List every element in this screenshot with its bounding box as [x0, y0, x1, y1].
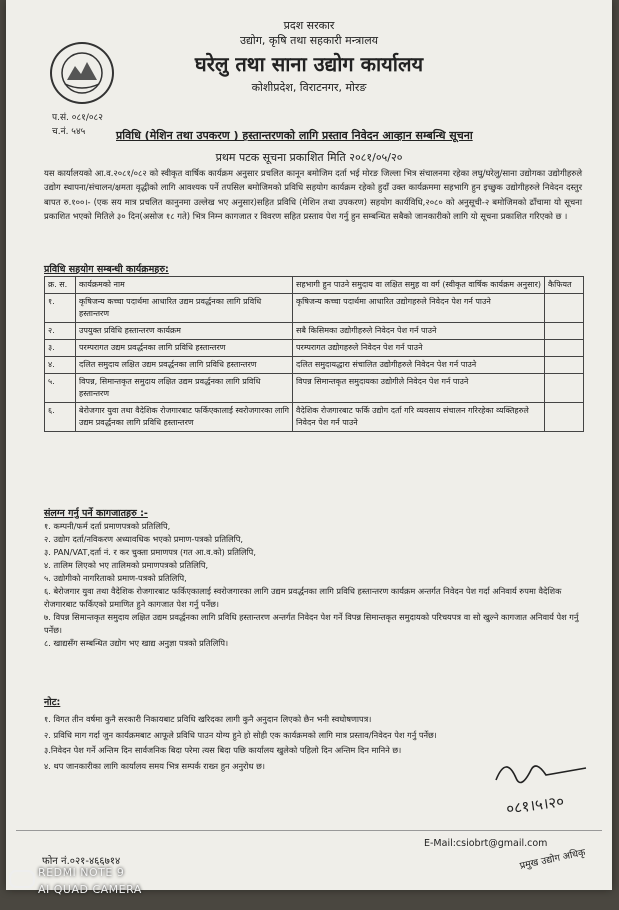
list-item: ५. उद्योगीको नागरिताको प्रमाण-पत्रको प्रतिलिपि,	[44, 573, 187, 583]
table-row	[45, 340, 584, 357]
list-item: ८. खाद्यसँग सम्बन्धित उद्योग भए खाद्य अनुज्ञा पत्रको प्रतिलिपि।	[44, 638, 229, 648]
table-row	[45, 323, 584, 340]
cell: ६.	[45, 403, 76, 432]
publish-date: प्रथम पटक सूचना प्रकाशित मिति २०८१/०५/२०	[215, 151, 403, 164]
footer-email: E-Mail:csiobrt@gmail.com	[424, 838, 548, 849]
notes-title: नोट:	[44, 697, 61, 708]
list-item: ३. PAN/VAT,दर्ता नं. र कर चुक्ता प्रमाणपत्र (गत आ.व.को) प्रतिलिपि,	[44, 547, 256, 557]
ref-cn: च.नं. ५४५	[52, 127, 86, 137]
intro-paragraph: यस कार्यालयको आ.व.२०८१/०८२ को स्वीकृत वार्षिक कार्यक्रम अनुसार प्रचलित कानून बमोजिम दर्ता भई मोरङ जिल्ला भित्र संचालनमा रहेका लघु/घरेलु/साना उद्योगका उद्योगीहरुले उद्योग स्थापना/संचालन/क्षमता वृद्धीको लागि आवश्यक पर्ने तपसिल बमोजिमको प्रविधि सहयोग कार्यक्रम रहेको हुदाँ उक्त कार्यक्रममा सहभागि हुन इच्छुक उद्योगीहरुले निवेदन दस्तुर बापत रु.१००।- (एक सय मात्र प्रचलित कानुनमा उल्लेख भए अनुसार)सहित प्रविधि (मेशिन तथा उपकरण) सहयोग कार्यविधि,२०८० को अनुसूची-२ बमोजिमको ढाँचामा यो सूचना प्रकाशित भएको मितिले ३० दिन(असोज १८ गते) भित्र निम्न कागजात र विवरण सहित प्रस्ताव पेश गर्नु हुन सम्बन्धित सबैको जानकारीको लागि यो सूचना प्रकाशित गरिएको छ ।	[44, 168, 582, 222]
footer-phone: फोन नं.०२१-४६६७१४	[42, 856, 121, 867]
cell	[545, 357, 584, 374]
cell: उपयुक्त प्रविधि हस्तान्तरण कार्यक्रम	[76, 323, 293, 340]
cell	[545, 323, 584, 340]
note-item: १. विगत तीन वर्षमा कुनै सरकारी निकायबाट प्रविधि खरिदका लागी कुनै अनुदान लिएको छैन भनी स्वघोषणापत्र।	[44, 714, 372, 724]
list-item: १. कम्पनी/फर्म दर्ता प्रमाणपत्रको प्रतिलिपि,	[44, 521, 171, 531]
cell: कृषिजन्य कच्चा पदार्थमा आधारित उद्यम प्रवर्द्धनका लागि प्रविधि हस्तान्तरण	[76, 294, 293, 323]
cell: वैदेशिक रोजगारबाट फर्कि उद्योग दर्ता गरि व्यवसाय संचालन गरिरहेका व्यक्तिहरुले निवेदन पेश गर्न पाउने	[293, 403, 545, 432]
cell: ५.	[45, 374, 76, 403]
docs-list	[44, 520, 584, 650]
cell	[545, 403, 584, 432]
table-row	[45, 294, 584, 323]
ministry-title: उद्योग, कृषि तथा सहकारी मन्त्रालय	[239, 34, 379, 47]
note-item: ४. थप जानकारीका लागि कार्यालय समय भित्र सम्पर्क राख्न हुन अनुरोध छ।	[44, 760, 265, 771]
cell: विपन्न, सिमान्तकृत समुदाय लक्षित उद्यम प्रवर्द्धनका लागि प्रविधि हस्तान्तरण	[76, 374, 293, 403]
note-item: २. प्रविधि माग गर्दा जुन कार्यक्रमबाट आफूले प्रविधि पाउन योग्य हुने हो सोही एक कार्यक्रमको लागि मात्र प्रस्ताव/निवेदन पेश गर्नु पर्नेछ।	[44, 729, 437, 740]
cell	[545, 294, 584, 323]
list-item: ६. बेरोजगार युवा तथा वैदेशिक रोजगारबाट फर्किएकालाई स्वरोजगारका लागि उद्यम प्रवर्द्धनका लागि प्रविधि हस्तान्तरण कार्यक्रम अन्तर्गत निवेदन पेश गर्दा अनिवार्य रुपमा वैदेशिक रोजगारबाट फर्किएको प्रमाणित हुने कागजात पेश गर्नु पर्नेछ।	[44, 586, 562, 609]
cell	[545, 374, 584, 403]
list-item: ७. विपन्न सिमान्तकृत समुदाय लक्षित उद्यम प्रवर्द्धनका लागि प्रविधि हस्तान्तरण अन्तर्गत निवेदन पेश गर्ने विपन्न सिमान्तकृत समुदायको परिचयपत्र वा सो खुल्ने कागजात अनिवार्य पेश गर्नु पर्नेछ।	[44, 612, 579, 635]
cell: दलित समुदायद्धारा संचालित उद्योगीहरुले निवेदन पेश गर्न पाउने	[293, 357, 545, 374]
table-row	[45, 403, 584, 432]
cell: परम्परागत उद्योगहरुले निवेदन पेश गर्न पाउने	[293, 340, 545, 357]
cell: बेरोजगार युवा तथा वैदेशिक रोजगारबाट फर्किएकालाई स्वरोजगारका लागि उद्यम प्रवर्द्धनका लागि प्रविधि हस्तान्तरण	[76, 403, 293, 432]
footer-divider	[16, 830, 602, 831]
list-item: ४. तालिम लिएको भए तालिमको प्रमाणपत्रको प्रतिलिपि,	[44, 560, 209, 570]
cell: २.	[45, 323, 76, 340]
cell: ४.	[45, 357, 76, 374]
cell: १.	[45, 294, 76, 323]
note-item: ३.निवेदन पेश गर्ने अन्तिम दिन सार्वजनिक बिदा परेमा त्यस बिदा पछि कार्यालय खुलेको पहिलो दिन अन्तिम दिन मानिने छ।	[44, 745, 402, 755]
table-header-row	[45, 277, 584, 294]
signature-date: ०८१।५।२०	[505, 792, 566, 819]
table-row	[45, 374, 584, 403]
camera-watermark-line2: AI QUAD CAMERA	[38, 883, 142, 896]
cell: परम्परागत उद्यम प्रवर्द्धनका लागि प्रविधि हस्तान्तरण	[76, 340, 293, 357]
gov-title: प्रदश सरकार	[283, 19, 335, 32]
notice-subject: प्रविधि (मेशिन तथा उपकरण ) हस्तान्तरणको लागि प्रस्ताव निवेदन आव्हान सम्बन्धि सूचना	[116, 129, 473, 142]
cell: कृषिजन्य कच्चा पदार्थमा आधारित उद्योगहरुले निवेदन पेश गर्न पाउने	[293, 294, 545, 323]
cell: दलित समुदाय लक्षित उद्यम प्रवर्द्धनका लागि प्रविधि हस्तान्तरण	[76, 357, 293, 374]
signatory-title: प्रमुख उद्योग अधिकृ	[518, 847, 587, 872]
col-program: कार्यक्रमको नाम	[76, 277, 293, 294]
cell: विपन्न सिमान्तकृत समुदायका उद्योगीले निवेदन पेश गर्न पाउने	[293, 374, 545, 403]
col-serial: क्र. स.	[45, 277, 76, 294]
ref-ps: प.सं. ०८१/०८२	[52, 113, 103, 123]
cell	[545, 340, 584, 357]
cell: सबै किसिमका उद्योगीहरुले निवेदन पेश गर्न पाउने	[293, 323, 545, 340]
program-table	[44, 276, 584, 432]
handwritten-signature	[476, 750, 612, 820]
col-eligible: सहभागी हुन पाउने समुदाय वा लक्षित समुह वा वर्ग (स्वीकृत वार्षिक कार्यक्रम अनुसार)	[293, 277, 545, 294]
table-row	[45, 357, 584, 374]
list-item: २. उद्योग दर्ता/नविकरण अध्यावधिक भएको प्रमाण-पत्रको प्रतिलिपि,	[44, 534, 244, 544]
camera-icon	[9, 870, 35, 888]
cell: ३.	[45, 340, 76, 357]
docs-title: संलग्न गर्नु पर्ने कागजातहरु :-	[44, 508, 148, 519]
camera-watermark-line1: REDMI NOTE 9	[38, 866, 125, 879]
notice-document	[6, 0, 612, 890]
table-title: प्रविधि सहयोग सम्बन्धी कार्यक्रमहरु:	[44, 264, 169, 275]
office-title: घरेलु तथा साना उद्योग कार्यालय	[194, 52, 424, 76]
office-address: कोशीप्रदेश, विराटनगर, मोरङ	[251, 81, 367, 94]
col-remarks: कैफियत	[545, 277, 584, 294]
